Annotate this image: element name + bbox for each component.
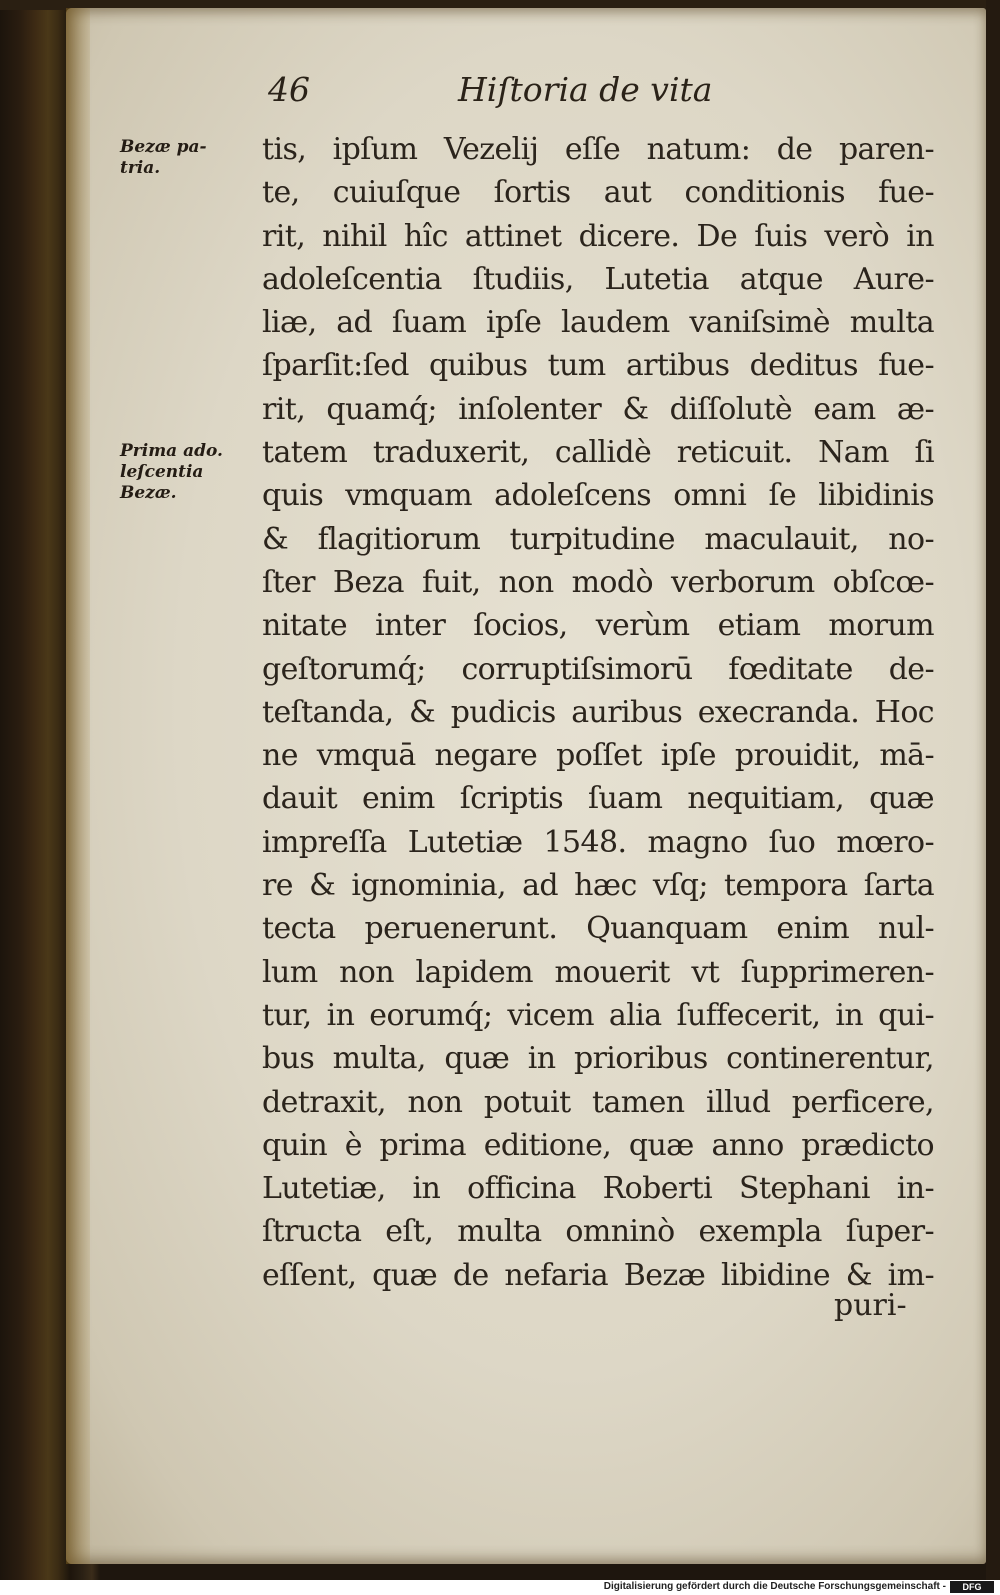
text-line: ſter Beza fuit, non modò verborum obſcœ- xyxy=(262,564,934,600)
text-line: adoleſcentia ſtudiis, Lutetia atque Aure- xyxy=(262,261,934,297)
running-head xyxy=(268,70,728,114)
catchword: puri- xyxy=(834,1288,907,1323)
page-gutter xyxy=(66,8,90,1564)
digitization-footer xyxy=(0,1580,1000,1595)
text-line: re & ignominia, ad hæc vſq; tempora ſarta xyxy=(262,868,934,904)
marginal-note-line: Bezæ pa- xyxy=(120,137,207,157)
text-line: liæ, ad ſuam ipſe laudem vaniſsimè multa xyxy=(262,305,934,341)
text-line: Lutetiæ, in officina Roberti Stephani in- xyxy=(262,1171,934,1207)
text-line: quin è prima editione, quæ anno prædicto xyxy=(262,1127,934,1163)
marginal-note xyxy=(120,441,260,504)
text-line: eſſent, quæ de nefaria Bezæ libidine & im- xyxy=(262,1257,934,1293)
marginal-note xyxy=(120,137,260,179)
text-line: bus multa, quæ in prioribus continerentur, xyxy=(262,1041,934,1077)
body-text xyxy=(262,128,934,1297)
text-line: lum non lapidem mouerit vt ſupprimeren- xyxy=(262,954,934,990)
marginal-note-line: Bezæ. xyxy=(120,483,177,503)
text-line: ſparſit:ſed quibus tum artibus deditus fue- xyxy=(262,348,934,384)
marginal-note-line: leſcentia xyxy=(120,462,204,482)
text-line: teſtanda, & pudicis auribus execranda. Hoc xyxy=(262,694,934,730)
text-line: geſtorumq́; corruptiſsimorū fœditate de- xyxy=(262,651,934,687)
text-line: te, cuiuſque ſortis aut conditionis fue- xyxy=(262,175,934,211)
text-line: rit, nihil hîc attinet dicere. De ſuis verò in xyxy=(262,218,934,254)
text-line: & flagitiorum turpitudine maculauit, no- xyxy=(262,521,934,557)
text-line: rit, quamq́; inſolenter & diſſolutè eam æ- xyxy=(262,391,934,427)
marginal-note-line: Prima ado. xyxy=(120,441,223,461)
dfg-logo: DFG xyxy=(950,1581,994,1593)
text-line: impreſſa Lutetiæ 1548. magno ſuo mœro- xyxy=(262,824,934,860)
text-line: tur, in eorumq́; vicem alia ſuffecerit, in qui- xyxy=(262,997,934,1033)
scan-right-edge xyxy=(986,0,1000,1580)
text-line: tatem traduxerit, callidè reticuit. Nam ſi xyxy=(262,435,934,471)
text-line: ſtructa eſt, multa omninò exempla ſuper- xyxy=(262,1214,934,1250)
text-line: quis vmquam adoleſcens omni ſe libidinis xyxy=(262,478,934,514)
running-head-title: Hiſtoria de vita xyxy=(458,70,713,109)
text-line: dauit enim ſcriptis ſuam nequitiam, quæ xyxy=(262,781,934,817)
text-line: tecta peruenerunt. Quanquam enim nul- xyxy=(262,911,934,947)
text-line: ne vmquā negare poſſet ipſe prouidit, mā- xyxy=(262,738,934,774)
marginal-note-line: tria. xyxy=(120,158,161,178)
text-line: detraxit, non potuit tamen illud perficere, xyxy=(262,1084,934,1120)
text-line: nitate inter ſocios, verùm etiam morum xyxy=(262,608,934,644)
text-line: tis, ipſum Vezelij eſſe natum: de paren- xyxy=(262,132,934,167)
page-number: 46 xyxy=(268,70,310,109)
funding-notice: Digitalisierung gefördert durch die Deutsche Forschungsgemeinschaft - xyxy=(603,1581,946,1592)
